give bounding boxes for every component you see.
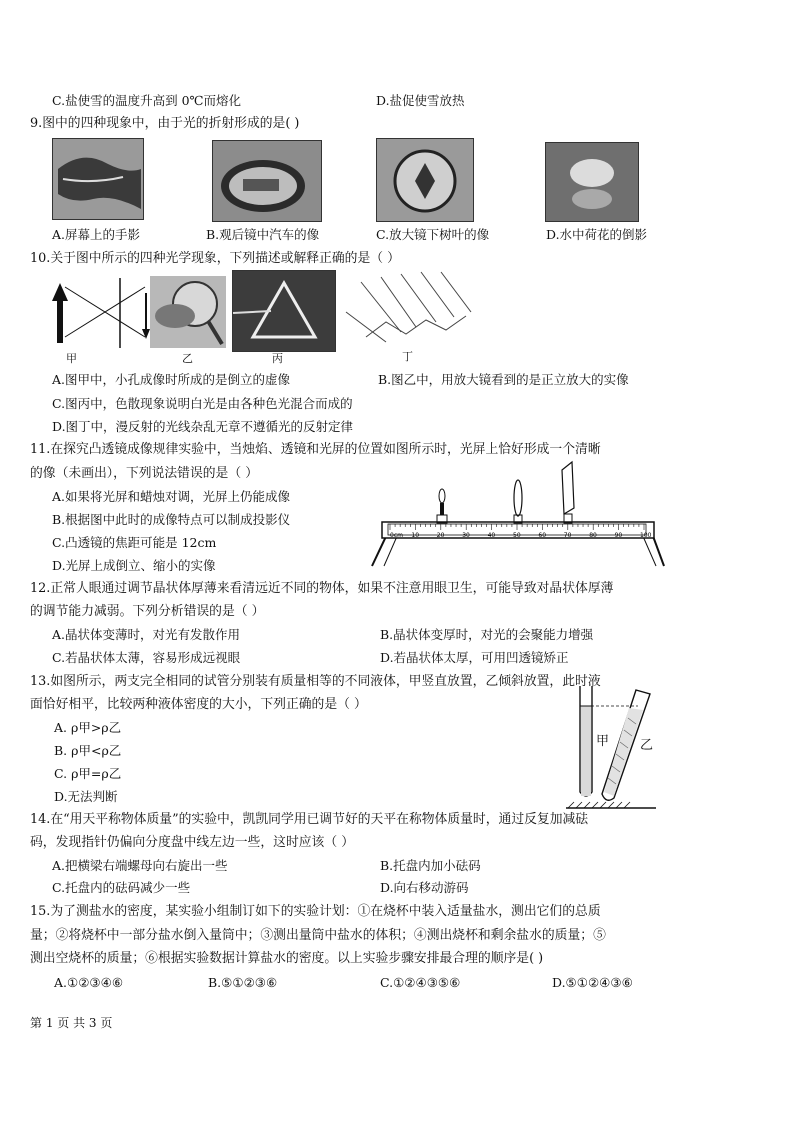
q10-label-ding: 丁 <box>402 350 413 363</box>
convex-lens <box>514 480 522 523</box>
q10-option-c: C.图丙中，色散现象说明白光是由各种色光混合而成的 <box>52 396 353 411</box>
ruler-label: 100 <box>640 532 652 539</box>
q9-photo-hand-shadow <box>52 138 144 220</box>
q15-stem-line3: 测出空烧杯的质量；⑥根据实验数据计算盐水的密度。以上实验步骤安排最合理的顺序是( ) <box>30 951 544 966</box>
q14-option-b: B.托盘内加小砝码 <box>380 858 481 873</box>
q11-optical-bench-figure <box>368 458 668 568</box>
q12-stem-line2: 的调节能力减弱。下列分析错误的是（ ） <box>30 604 265 619</box>
q10-figure-prism <box>232 270 336 352</box>
q12-option-a: A.晶状体变薄时，对光有发散作用 <box>52 627 241 642</box>
q15-stem-line2: 量；②将烧杯中一部分盐水倒入量筒中；③测出量筒中盐水的体积；④测出烧杯和剩余盐水的质量；⑤ <box>30 928 606 943</box>
q10-stem: 10.关于图中所示的四种光学现象，下列描述或解释正确的是（ ） <box>30 251 400 266</box>
q13-stem-line2: 面恰好相平，比较两种液体密度的大小，下列正确的是（ ） <box>30 697 367 712</box>
ruler-label: 80 <box>589 532 597 539</box>
q11-option-b: B.根据图中此时的成像特点可以制成投影仪 <box>52 512 291 527</box>
q8-option-d: D.盐促使雪放热 <box>376 93 465 108</box>
q13-test-tubes-figure <box>566 680 676 810</box>
q14-option-c: C.托盘内的砝码减少一些 <box>52 880 191 895</box>
ruler-label: 50 <box>513 532 521 539</box>
light-screen <box>562 462 574 523</box>
q12-option-c: C.若晶状体太薄，容易形成远视眼 <box>52 650 241 665</box>
q9-option-b: B.观后镜中汽车的像 <box>206 227 320 242</box>
q11-option-d: D.光屏上成倒立、缩小的实像 <box>52 558 216 573</box>
q14-stem-line2: 码，发现指针仍偏向分度盘中线左边一些，这时应该（ ） <box>30 835 354 850</box>
q15-option-b: B.⑤①②③⑥ <box>208 975 278 990</box>
q9-photo-rear-mirror <box>212 140 322 222</box>
q11-option-a: A.如果将光屏和蜡烛对调，光屏上仍能成像 <box>52 489 291 504</box>
q15-stem-line1: 15.为了测盐水的密度，某实验小组制订如下的实验计划：①在烧杯中装入适量盐水，测出它们的总质 <box>30 904 601 919</box>
q9-option-c: C.放大镜下树叶的像 <box>376 227 490 242</box>
q15-option-a: A.①②③④⑥ <box>54 975 124 990</box>
ruler-label: 10 <box>411 532 420 539</box>
ruler-label: 70 <box>563 532 572 539</box>
q10-option-b: B.图乙中，用放大镜看到的是正立放大的实像 <box>378 372 629 387</box>
q12-option-b: B.晶状体变厚时，对光的会聚能力增强 <box>380 627 594 642</box>
q10-figure-magnifier <box>150 276 226 348</box>
q11-stem-line2: 的像（未画出），下列说法错误的是（ ） <box>30 466 259 481</box>
q10-figure-diffuse-reflection <box>346 272 476 348</box>
q14-option-a: A.把横梁右端螺母向右旋出一些 <box>52 858 228 873</box>
q12-stem-line1: 12.正常人眼通过调节晶状体厚薄来看清远近不同的物体，如果不注意用眼卫生，可能导致对晶状体厚薄 <box>30 581 614 596</box>
q11-stem-line1: 11.在探究凸透镜成像规律实验中，当烛焰、透镜和光屏的位置如图所示时，光屏上恰好形成一个清晰 <box>30 442 601 457</box>
q13-stem-line1: 13.如图所示，两支完全相同的试管分别装有质量相等的不同液体，甲竖直放置，乙倾斜放置，此时液 <box>30 674 601 689</box>
q10-label-jia: 甲 <box>66 352 77 365</box>
q11-option-c: C.凸透镜的焦距可能是 12cm <box>52 535 217 550</box>
ruler-label: 30 <box>462 532 470 539</box>
q9-photo-magnifier-leaf <box>376 138 474 222</box>
ruler-label: 90 <box>614 532 623 539</box>
q9-option-a: A.屏幕上的手影 <box>52 227 141 242</box>
q15-option-c: C.①②④③⑤⑥ <box>380 975 461 990</box>
q14-stem-line1: 14.在“用天平称物体质量”的实验中，凯凯同学用已调节好的天平在称物体质量时，通过反复加减砝 <box>30 812 589 827</box>
q13-option-c: C. ρ甲=ρ乙 <box>54 766 122 781</box>
page-footer: 第 1 页 共 3 页 <box>30 1016 113 1030</box>
q13-label-yi: 乙 <box>640 738 654 753</box>
q15-option-d: D.⑤①②④③⑥ <box>552 975 633 990</box>
q13-label-jia: 甲 <box>596 734 610 749</box>
q9-stem: 9.图中的四种现象中，由于光的折射形成的是( ) <box>30 116 300 131</box>
ruler-label: 40 <box>487 532 496 539</box>
ruler-label: 60 <box>538 532 547 539</box>
q9-option-d: D.水中荷花的倒影 <box>546 227 648 242</box>
q10-label-bing: 丙 <box>272 352 283 365</box>
q12-option-d: D.若晶状体太厚，可用凹透镜矫正 <box>380 650 569 665</box>
q13-option-a: A. ρ甲>ρ乙 <box>54 720 122 735</box>
q10-option-a: A.图甲中，小孔成像时所成的是倒立的虚像 <box>52 372 291 387</box>
q10-figure-pinhole <box>50 273 160 353</box>
q13-option-d: D.无法判断 <box>54 789 118 804</box>
ruler-label: 20 <box>436 532 445 539</box>
ruler-label: 0cm <box>390 532 403 539</box>
q9-photo-lotus-reflection <box>545 142 639 222</box>
q8-option-c: C.盐使雪的温度升高到 0℃而熔化 <box>52 93 242 108</box>
q13-option-b: B. ρ甲<ρ乙 <box>54 743 122 758</box>
q10-label-yi: 乙 <box>182 352 193 365</box>
candle <box>437 489 447 523</box>
q14-option-d: D.向右移动游码 <box>380 880 469 895</box>
q10-option-d: D.图丁中，漫反射的光线杂乱无章不遵循光的反射定律 <box>52 419 354 434</box>
